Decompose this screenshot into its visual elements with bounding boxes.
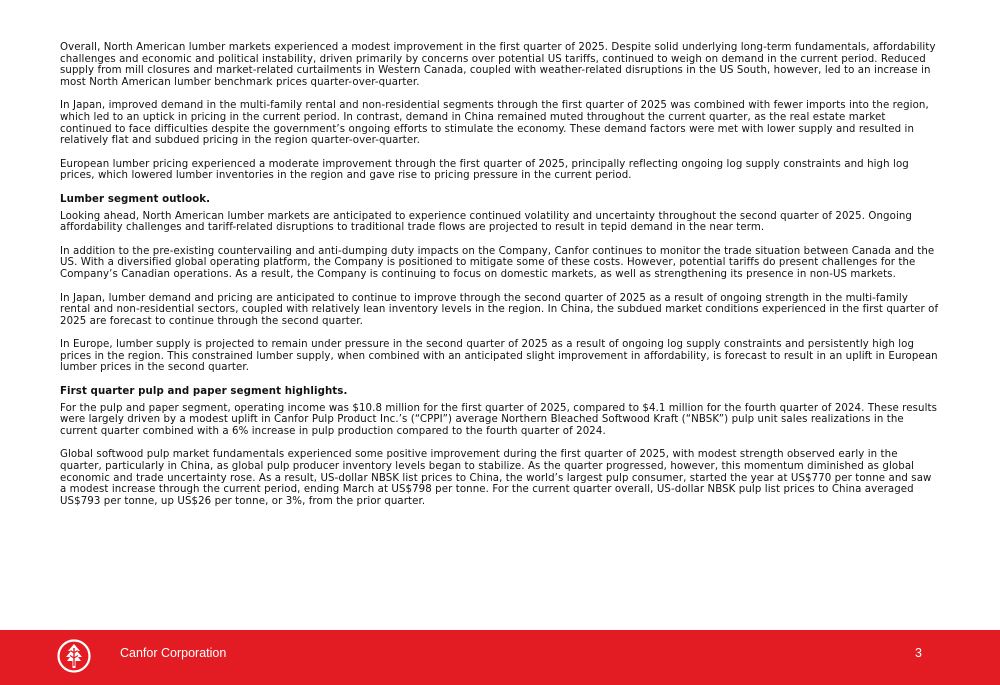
paragraph-outlook-europe: In Europe, lumber supply is projected to remain under pressure in the second quarter of 2025 as a result of ongoing log supply constraints and persistently high log prices in the region. This constrained lumber supply, when combined with an anticipated slight improvement in affordability, is forecast to result in an uplift in European lumber prices in the second quarter. <box>60 339 938 374</box>
heading-pulp-highlights: First quarter pulp and paper segment highlights. <box>60 386 348 398</box>
paragraph-european-lumber: European lumber pricing experienced a moderate improvement through the first quarter of 2025, principally reflecting ongoing log supply constraints and high log prices, which lowered lumber inventories in the region and gave rise to pricing pressure in the current period. <box>60 158 909 182</box>
footer-bar <box>0 630 1000 685</box>
paragraph-pulp-operating-income: For the pulp and paper segment, operating income was $10.8 million for the first quarter of 2025, compared to $4.1 million for the fourth quarter of 2024. These results were largely driven by a modest uplift in Canfor Pulp Product Inc.’s (“CPPI”) average Northern Bleached Softwood Kraft (“NBSK”) pulp unit sales realizations in the current quarter combined with a 6% increase in pulp production compared to the fourth quarter of 2024. <box>60 402 938 437</box>
paragraph-outlook-na: Looking ahead, North American lumber markets are anticipated to experience continued volatility and uncertainty throughout the second quarter of 2025. Ongoing affordability challenges and tariff-related disruptions to traditional trade flows are projected to result in tepid demand in the near term. <box>60 210 912 234</box>
canfor-tree-logo-icon <box>57 639 91 673</box>
paragraph-japan-china-lumber: In Japan, improved demand in the multi-family rental and non-residential segments through the first quarter of 2025 was combined with fewer imports into the region, which led to an uptick in pricing in the current period. In contrast, demand in China remained muted throughout the current quarter, as the real estate market continued to face difficulties despite the government’s ongoing efforts to stimulate the economy. These demand factors were met with lower supply and resulted in relatively flat and subdued pricing in the region quarter-over-quarter. <box>60 100 929 147</box>
paragraph-outlook-japan-china: In Japan, lumber demand and pricing are anticipated to continue to improve through the second quarter of 2025 as a result of ongoing strength in the multi-family rental and non-residential sectors, coupled with relatively lean inventory levels in the region. In China, the subdued market conditions experienced in the first quarter of 2025 are forecast to continue through the second quarter. <box>60 292 939 327</box>
paragraph-pulp-market: Global softwood pulp market fundamentals experienced some positive improvement during the first quarter of 2025, with modest strength observed early in the quarter, particularly in China, as global pulp producer inventory levels began to stabilize. As the quarter progressed, however, this momentum diminished as global economic and trade uncertainty rose. As a result, US-dollar NBSK list prices to China, the world’s largest pulp consumer, started the year at US$770 per tonne and saw a modest increase through the current period, ending March at US$798 per tonne. For the current quarter overall, US-dollar NBSK pulp list prices to China averaged US$793 per tonne, up US$26 per tonne, or 3%, from the prior quarter. <box>60 449 932 507</box>
paragraph-na-lumber-markets: Overall, North American lumber markets experienced a modest improvement in the first quarter of 2025. Despite solid underlying long-term fundamentals, affordability challenges and economic and political instability, driven primarily by concerns over potential US tariffs, continued to weigh on demand in the current period. Reduced supply from mill closures and market-related curtailments in Western Canada, coupled with weather-related disruptions in the US South, however, led to an increase in most North American lumber benchmark prices quarter-over-quarter. <box>60 42 936 88</box>
footer-page-number: 3 <box>915 646 922 660</box>
heading-lumber-outlook: Lumber segment outlook. <box>60 193 211 205</box>
paragraph-outlook-tariffs: In addition to the pre-existing countervailing and anti-dumping duty impacts on the Company, Canfor continues to monitor the trade situation between Canada and the US. With a diversified global operating platform, the Company is positioned to mitigate some of these costs. However, potential tariffs do present challenges for the Company’s Canadian operations. As a result, the Company is continuing to focus on domestic markets, as well as strengthening its presence in non-US markets. <box>60 245 935 280</box>
footer-company-name: Canfor Corporation <box>120 646 227 660</box>
document-body <box>60 42 940 519</box>
